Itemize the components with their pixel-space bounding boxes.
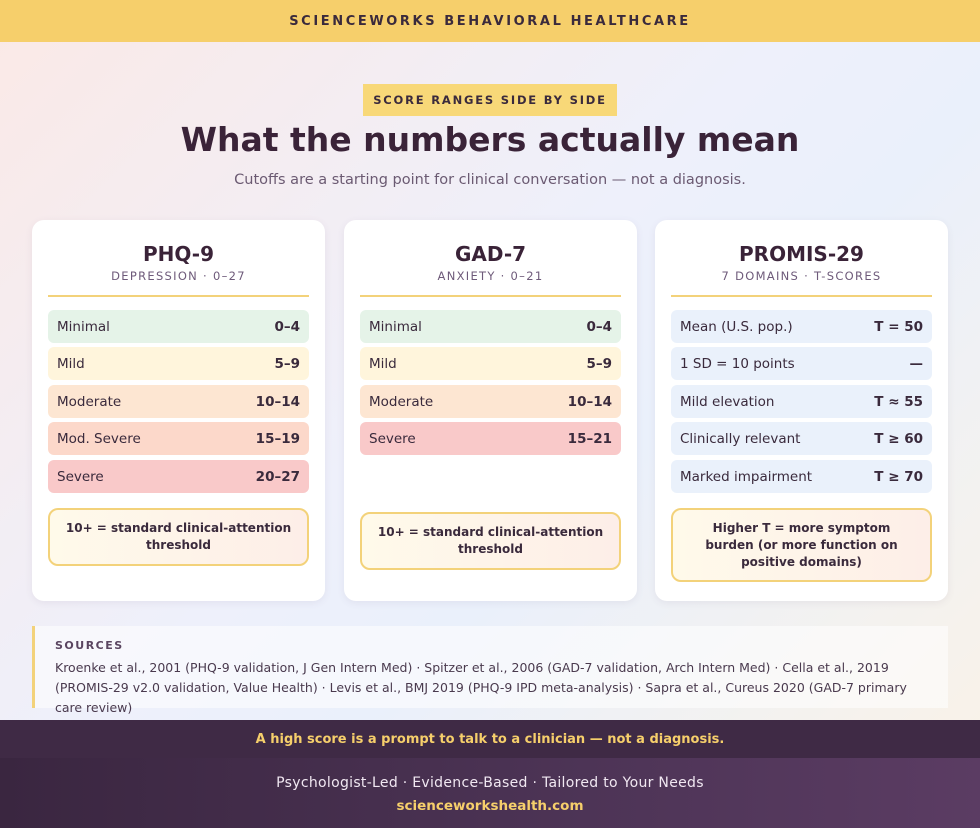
band-value: T ≥ 70 — [874, 468, 923, 485]
sources-label: SOURCES — [55, 639, 124, 652]
card-phq9 — [32, 220, 325, 601]
tscore-row-mean — [671, 310, 932, 343]
sources-text: Kroenke et al., 2001 (PHQ-9 validation, J Gen Intern Med) · Spitzer et al., 2006 (GAD-7 validation, Arch Intern Med) · Cella et al., 2019 (PROMIS-29 v2.0 validation, Value Health) · Levis et al., BMJ 2019 (PHQ-9 IPD meta-analysis) · Sapra et al., Cureus 2020 (GAD-7 primary care review) — [55, 660, 907, 715]
score-band-moderate — [48, 385, 309, 418]
threshold-note: 10+ = standard clinical-attention threshold — [48, 508, 309, 566]
band-value: 5–9 — [586, 355, 612, 372]
tscore-row-mild — [671, 385, 932, 418]
band-label: Minimal — [369, 318, 422, 335]
threshold-note: 10+ = standard clinical-attention threshold — [360, 512, 621, 570]
page-subtitle: Cutoffs are a starting point for clinical conversation — not a diagnosis. — [234, 172, 746, 188]
card-promis29 — [655, 220, 948, 601]
tscore-row-marked — [671, 460, 932, 493]
disclaimer-text: A high score is a prompt to talk to a clinician — not a diagnosis. — [255, 731, 725, 747]
band-label: 1 SD = 10 points — [680, 355, 795, 372]
interpretation-note: Higher T = more symptom burden (or more function on positive domains) — [671, 508, 932, 582]
band-label: Mean (U.S. pop.) — [680, 318, 793, 335]
card-subtitle: DEPRESSION · 0–27 — [111, 269, 246, 283]
tscore-row-clinical — [671, 422, 932, 455]
band-value: 0–4 — [586, 318, 612, 335]
band-value: 15–21 — [567, 430, 612, 447]
band-value: 5–9 — [274, 355, 300, 372]
tscore-row-sd — [671, 347, 932, 380]
score-band-mild — [360, 347, 621, 380]
band-label: Minimal — [57, 318, 110, 335]
score-band-severe — [48, 460, 309, 493]
band-label: Mild — [57, 355, 85, 372]
card-divider — [48, 295, 309, 297]
band-label: Severe — [369, 430, 416, 447]
score-band-minimal — [360, 310, 621, 343]
footer-website-link[interactable]: scienceworkshealth.com — [396, 798, 584, 814]
eyebrow-badge — [363, 84, 617, 116]
brand-name: SCIENCEWORKS BEHAVIORAL HEALTHCARE — [289, 13, 691, 29]
band-label: Moderate — [57, 393, 122, 410]
band-value: T ≥ 60 — [874, 430, 923, 447]
band-label: Mod. Severe — [57, 430, 141, 447]
card-title: GAD-7 — [454, 242, 527, 266]
band-value: 0–4 — [274, 318, 300, 335]
score-band-moderate — [360, 385, 621, 418]
band-value: T = 50 — [874, 318, 923, 335]
card-divider — [671, 295, 932, 297]
sources-panel — [32, 626, 948, 715]
band-label: Clinically relevant — [680, 430, 801, 447]
band-label: Mild — [369, 355, 397, 372]
eyebrow-label: SCORE RANGES SIDE BY SIDE — [373, 93, 607, 107]
band-value: — — [909, 355, 923, 372]
disclaimer-bar — [0, 720, 980, 758]
band-label: Severe — [57, 468, 104, 485]
score-band-severe — [360, 422, 621, 455]
footer — [0, 758, 980, 828]
card-gad7 — [344, 220, 637, 601]
brand-header — [0, 0, 980, 42]
score-band-mod-severe — [48, 422, 309, 455]
footer-tagline: Psychologist-Led · Evidence-Based · Tailored to Your Needs — [276, 775, 704, 791]
band-label: Moderate — [369, 393, 434, 410]
score-band-mild — [48, 347, 309, 380]
band-value: 10–14 — [255, 393, 300, 410]
card-subtitle: ANXIETY · 0–21 — [437, 269, 544, 283]
band-label: Mild elevation — [680, 393, 775, 410]
page-title: What the numbers actually mean — [180, 120, 800, 159]
score-band-minimal — [48, 310, 309, 343]
card-title: PHQ-9 — [143, 242, 214, 266]
card-divider — [360, 295, 621, 297]
card-subtitle: 7 DOMAINS · T-SCORES — [721, 269, 882, 283]
band-value: 15–19 — [255, 430, 300, 447]
band-value: T ≈ 55 — [874, 393, 923, 410]
band-value: 10–14 — [567, 393, 612, 410]
card-title: PROMIS-29 — [739, 242, 864, 266]
band-value: 20–27 — [255, 468, 300, 485]
band-label: Marked impairment — [680, 468, 813, 485]
